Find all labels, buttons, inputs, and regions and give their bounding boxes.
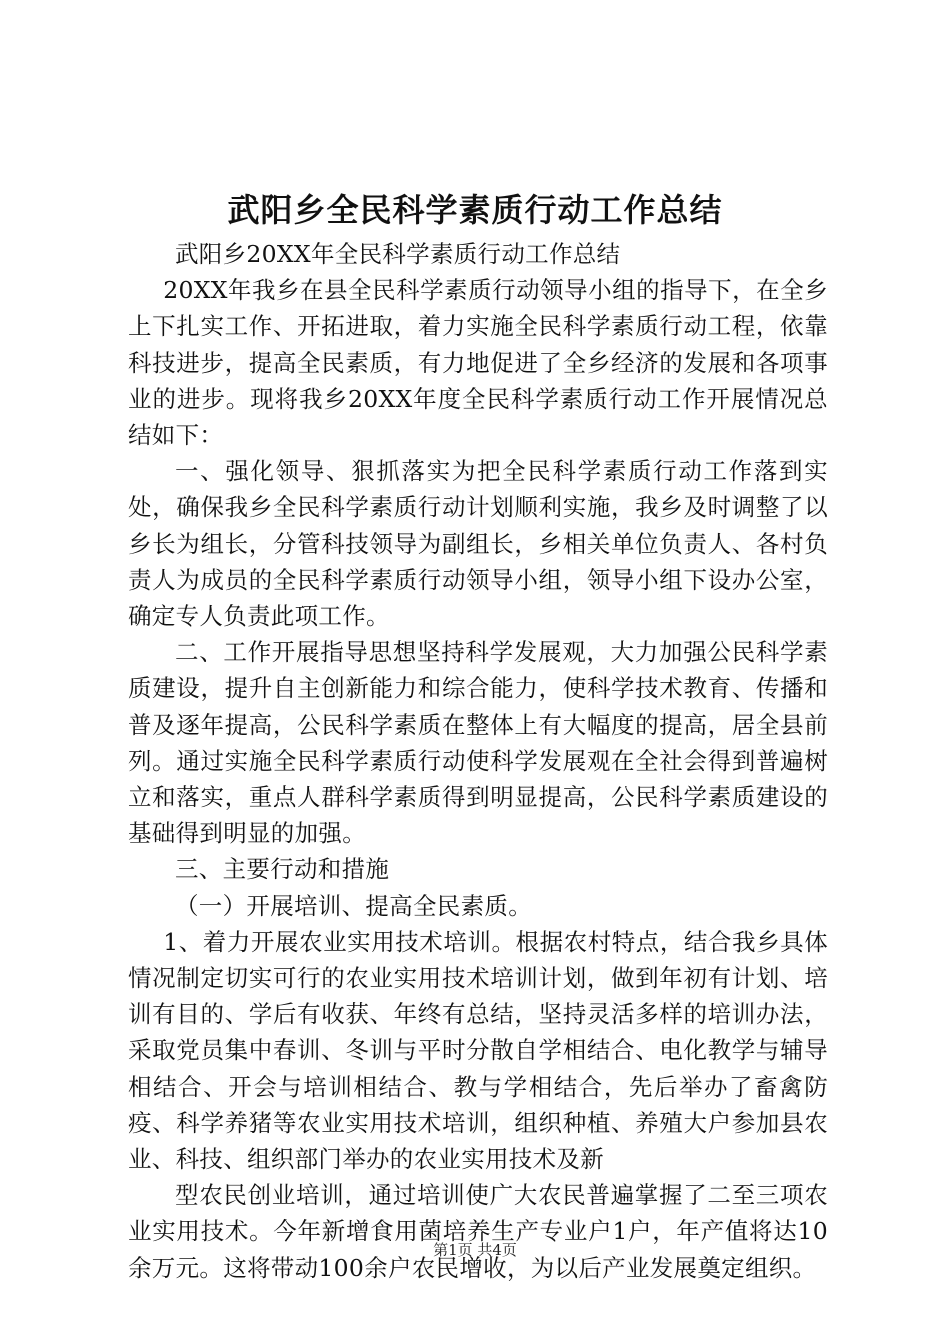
paragraph-section-1: 一、强化领导、狠抓落实为把全民科学素质行动工作落到实处，确保我乡全民科学素质行动计划顺利实施，我乡及时调整了以乡长为组长，分管科技领导为副组长，乡相关单位负责人、各村负责人为成员的全民科学素质行动领导小组，领导小组下设办公室，确定专人负责此项工作。	[128, 457, 828, 631]
paragraph-subtitle: 武阳乡20XX年全民科学素质行动工作总结	[175, 240, 621, 268]
page-footer	[0, 1240, 950, 1260]
document-body	[128, 236, 828, 1286]
paragraph-section-3-heading: 三、主要行动和措施	[175, 855, 390, 884]
paragraph-subsection-1-heading: （一）开展培训、提高全民素质。	[175, 891, 532, 920]
paragraph-item-1-continued: 型农民创业培训，通过培训使广大农民普遍掌握了二至三项农业实用技术。今年新增食用菌培养生产专业户1户，年产值将达10余万元。这将带动100余户农民增收，为以后产业发展奠定组织。	[128, 1181, 828, 1282]
paragraph-item-1: 1、着力开展农业实用技术培训。根据农村特点，结合我乡具体情况制定切实可行的农业实用技术培训计划，做到年初有计划、培训有目的、学后有收获、年终有总结，坚持灵活多样的培训办法，采取党员集中春训、冬训与平时分散自学相结合、电化教学与辅导相结合、开会与培训相结合、教与学相结合，先后举办了畜禽防疫、科学养猪等农业实用技术培训，组织种植、养殖大户参加县农业、科技、组织部门举办的农业实用技术及新	[128, 927, 828, 1174]
paragraph-section-2: 二、工作开展指导思想坚持科学发展观，大力加强公民科学素质建设，提升自主创新能力和综合能力，使科学技术教育、传播和普及逐年提高，公民科学素质在整体上有大幅度的提高，居全县前列。通过实施全民科学素质行动使科学发展观在全社会得到普遍树立和落实，重点人群科学素质得到明显提高，公民科学素质建设的基础得到明显的加强。	[128, 638, 828, 848]
page-number-label: 第1页 共4页	[433, 1241, 517, 1259]
document-title: 武阳乡全民科学素质行动工作总结	[227, 191, 723, 229]
paragraph-intro: 20XX年我乡在县全民科学素质行动领导小组的指导下，在全乡上下扎实工作、开拓进取，着力实施全民科学素质行动工程，依靠科技进步，提高全民素质，有力地促进了全乡经济的发展和各项事业的进步。现将我乡20XX年度全民科学素质行动工作开展情况总结如下：	[128, 276, 828, 450]
